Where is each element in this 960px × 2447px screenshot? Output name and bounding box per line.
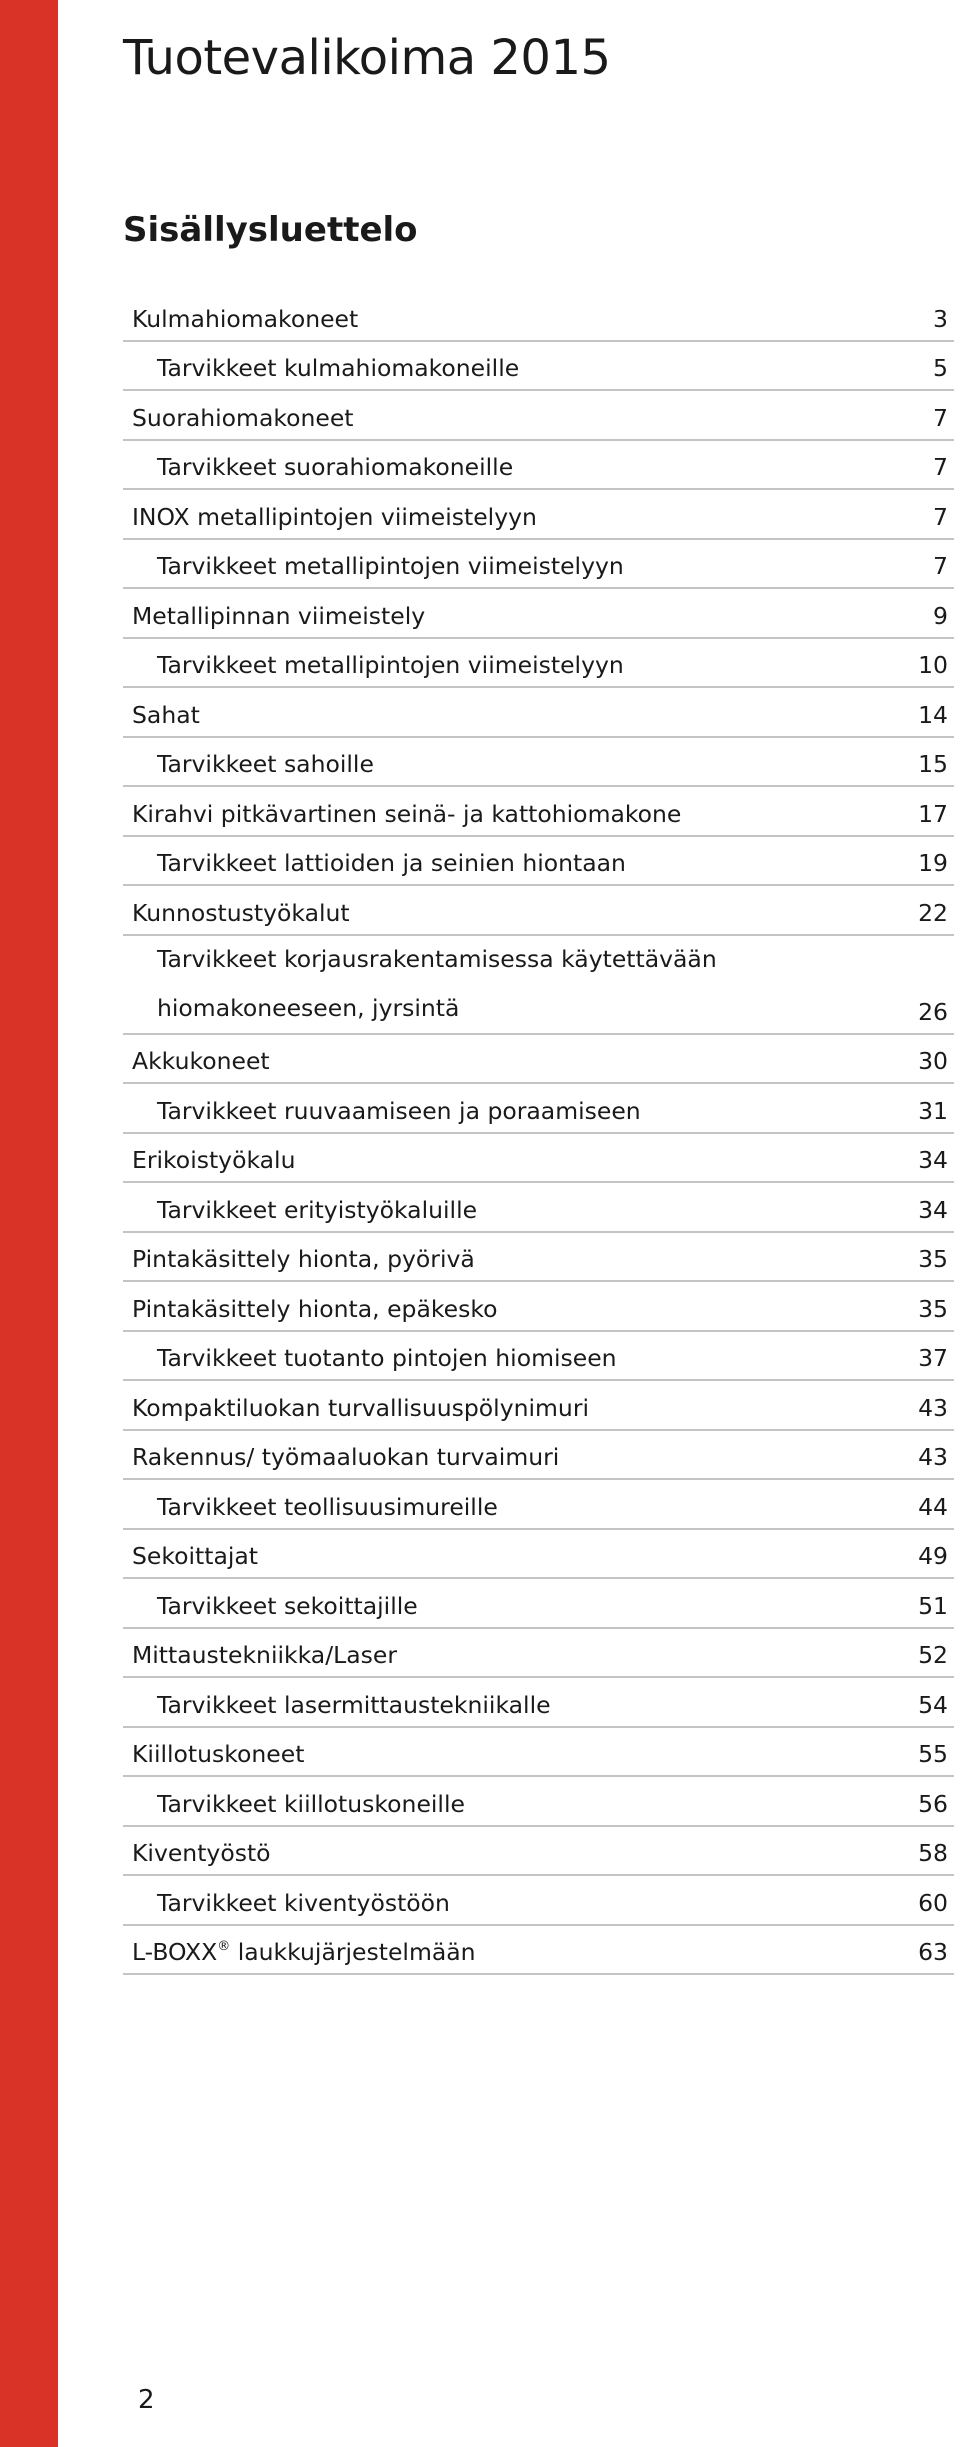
toc-entry-page: 35 <box>918 1294 948 1323</box>
toc-entry-label: Metallipinnan viimeistely <box>132 601 426 630</box>
document-title: Tuotevalikoima 2015 <box>123 30 611 86</box>
toc-entry-label: Kiventyöstö <box>132 1839 271 1867</box>
toc-entry[interactable] <box>123 639 954 689</box>
toc-entry-page: 43 <box>918 1443 948 1471</box>
toc-entry[interactable] <box>123 1530 954 1580</box>
toc-entry[interactable] <box>123 1332 954 1382</box>
toc-entry-page: 51 <box>918 1591 948 1620</box>
toc-entry-page: 37 <box>918 1344 948 1372</box>
toc-entry-page: 49 <box>918 1542 948 1570</box>
toc-entry-label: Kulmahiomakoneet <box>132 304 359 333</box>
toc-entry[interactable] <box>123 1282 954 1332</box>
toc-entry-label: Tarvikkeet ruuvaamiseen ja poraamiseen <box>157 1096 641 1125</box>
toc-entry-page: 56 <box>918 1789 948 1818</box>
toc-entry[interactable] <box>123 1827 954 1877</box>
toc-entry-label: Tarvikkeet tuotanto pintojen hiomiseen <box>157 1344 617 1372</box>
toc-entry-page: 58 <box>918 1839 948 1867</box>
toc-entry-label <box>123 1937 476 1967</box>
toc-entry[interactable] <box>123 936 954 1035</box>
toc-entry-label: Pintakäsittely hionta, epäkesko <box>132 1294 498 1323</box>
toc-entry[interactable] <box>123 1431 954 1481</box>
toc-entry-page: 19 <box>918 849 948 877</box>
toc-entry-label: Kunnostustyökalut <box>132 898 350 927</box>
toc-entry-page: 54 <box>918 1690 948 1719</box>
toc-entry-page: 15 <box>918 750 948 778</box>
toc-entry-label: Tarvikkeet kiillotuskoneille <box>157 1789 465 1818</box>
toc-entry[interactable] <box>123 1084 954 1134</box>
toc-entry-label: Kompaktiluokan turvallisuuspölynimuri <box>132 1393 590 1422</box>
toc-entry[interactable] <box>123 738 954 788</box>
toc-entry-page: 31 <box>918 1096 948 1125</box>
toc-entry[interactable] <box>123 1035 954 1085</box>
toc-entry-label: Kirahvi pitkävartinen seinä- ja kattohiomakone <box>132 799 682 828</box>
toc-entry-label: Pintakäsittely hionta, pyörivä <box>132 1245 475 1273</box>
toc-entry[interactable] <box>123 688 954 738</box>
toc-entry-label: Tarvikkeet kiventyöstöön <box>157 1888 450 1917</box>
toc-entry-label: Tarvikkeet lattioiden ja seinien hiontaan <box>157 849 626 877</box>
toc-entry[interactable] <box>123 1134 954 1184</box>
toc-entry[interactable] <box>123 391 954 441</box>
toc-entry[interactable] <box>123 540 954 590</box>
toc-entry-label: Tarvikkeet teollisuusimureille <box>157 1492 498 1521</box>
toc-entry-page: 9 <box>933 601 948 630</box>
toc-entry-page: 43 <box>918 1393 948 1422</box>
toc-entry[interactable] <box>123 886 954 936</box>
toc-entry-page: 5 <box>933 354 948 382</box>
toc-entry[interactable] <box>123 1777 954 1827</box>
toc-entry-label-text: L-BOXX <box>132 1938 218 1966</box>
toc-entry-label: Tarvikkeet sahoille <box>157 750 374 778</box>
toc-entry-page: 7 <box>933 403 948 432</box>
page-number: 2 <box>138 2385 155 2415</box>
toc-entry[interactable] <box>123 1381 954 1431</box>
toc-entry[interactable] <box>123 292 954 342</box>
toc-entry-page: 44 <box>918 1492 948 1521</box>
toc-entry[interactable] <box>123 1926 954 1976</box>
toc-entry-label: Sekoittajat <box>132 1542 259 1570</box>
toc-entry[interactable] <box>123 1876 954 1926</box>
toc-entry-page: 7 <box>933 453 948 481</box>
toc-entry-label: Tarvikkeet sekoittajille <box>157 1591 418 1620</box>
toc-entry-page: 34 <box>918 1195 948 1224</box>
toc-entry-label: Tarvikkeet lasermittaustekniikalle <box>157 1690 551 1719</box>
toc-entry[interactable] <box>123 1629 954 1679</box>
toc-entry-label-suffix: laukkujärjestelmään <box>230 1938 476 1966</box>
toc-entry[interactable] <box>123 490 954 540</box>
toc-entry-page: 35 <box>918 1245 948 1273</box>
toc-entry[interactable] <box>123 342 954 392</box>
toc-entry-page: 60 <box>918 1888 948 1917</box>
toc-entry-page: 14 <box>918 700 948 729</box>
toc-entry-label: Rakennus/ työmaaluokan turvaimuri <box>132 1443 560 1471</box>
toc-entry-page: 22 <box>918 898 948 927</box>
toc-entry-label: Tarvikkeet metallipintojen viimeistelyyn <box>157 552 624 580</box>
toc-entry-label: Tarvikkeet kulmahiomakoneille <box>157 354 520 382</box>
toc-entry[interactable] <box>123 1678 954 1728</box>
toc-entry-page: 30 <box>918 1047 948 1075</box>
toc-entry[interactable] <box>123 1728 954 1778</box>
table-of-contents <box>123 292 954 1975</box>
toc-entry[interactable] <box>123 1480 954 1530</box>
toc-entry-page: 55 <box>918 1740 948 1768</box>
toc-entry-page: 7 <box>933 502 948 531</box>
toc-entry[interactable] <box>123 1233 954 1283</box>
registered-mark: ® <box>217 1939 231 1954</box>
toc-entry-label: Tarvikkeet metallipintojen viimeistelyyn <box>157 651 624 679</box>
toc-entry[interactable] <box>123 1183 954 1233</box>
toc-entry-label: Mittaustekniikka/Laser <box>132 1641 397 1669</box>
toc-entry-page: 26 <box>918 997 948 1026</box>
toc-entry-label: Kiillotuskoneet <box>132 1740 305 1768</box>
toc-entry-label: Sahat <box>132 700 200 729</box>
toc-entry[interactable] <box>123 837 954 887</box>
toc-entry-page: 34 <box>918 1146 948 1174</box>
toc-entry-page: 52 <box>918 1641 948 1669</box>
toc-entry-label: INOX metallipintojen viimeistelyyn <box>132 502 537 531</box>
toc-entry[interactable] <box>123 589 954 639</box>
toc-entry-page: 3 <box>933 304 948 333</box>
toc-entry[interactable] <box>123 1579 954 1629</box>
toc-entry-label: Suorahiomakoneet <box>132 403 354 432</box>
toc-entry[interactable] <box>123 441 954 491</box>
toc-entry[interactable] <box>123 787 954 837</box>
toc-entry-page: 7 <box>933 552 948 580</box>
toc-entry-page: 10 <box>918 651 948 679</box>
red-accent-bar <box>0 0 58 2447</box>
toc-entry-label: Tarvikkeet korjausrakentamisessa käytettävään hiomakoneeseen, jyrsintä <box>157 944 717 1022</box>
toc-entry-label: Tarvikkeet erityistyökaluille <box>157 1195 478 1224</box>
toc-heading: Sisällysluettelo <box>123 210 418 250</box>
toc-entry-label: Tarvikkeet suorahiomakoneille <box>157 453 514 481</box>
toc-entry-page: 63 <box>918 1938 948 1966</box>
toc-entry-label: Akkukoneet <box>132 1047 270 1075</box>
toc-entry-page: 17 <box>918 799 948 828</box>
toc-entry-label: Erikoistyökalu <box>132 1146 296 1174</box>
